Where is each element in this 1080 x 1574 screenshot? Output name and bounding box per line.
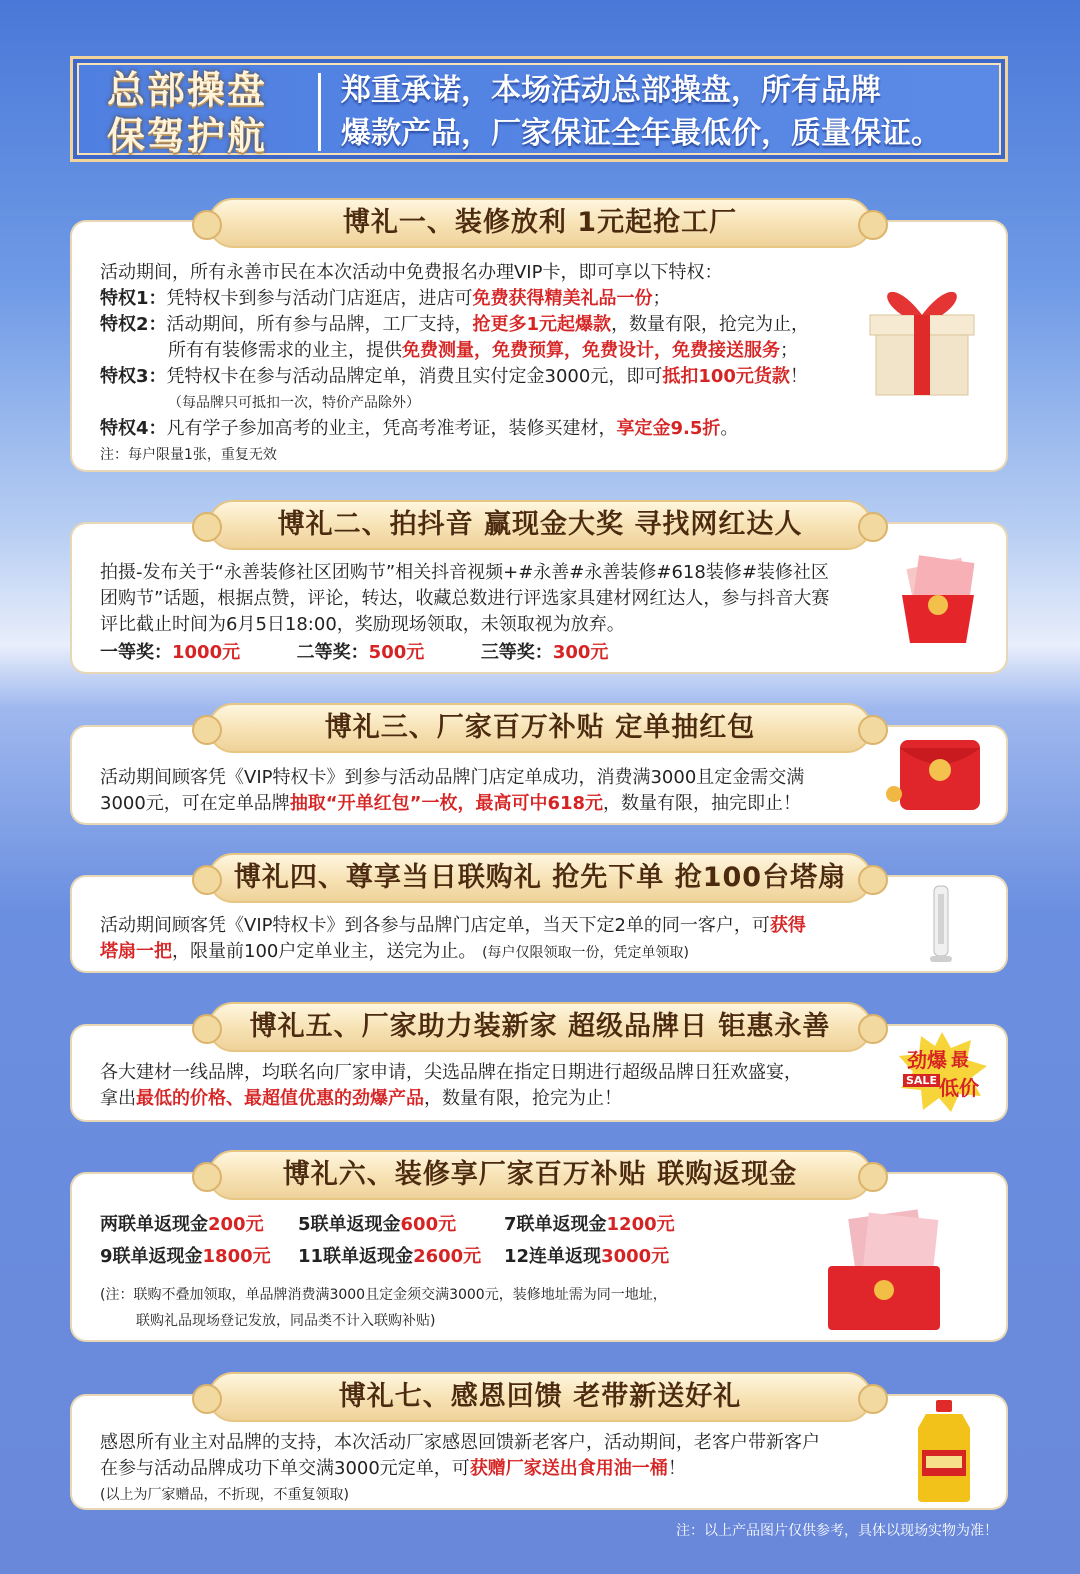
cashback-item [100, 1212, 264, 1238]
cashback-value: 1800元 [202, 1246, 271, 1267]
cashback-value: 2600元 [413, 1246, 482, 1267]
section5-highlight: 最低的价格、最超值优惠的劲爆产品 [136, 1088, 424, 1109]
privilege2-text: 活动期间，所有参与品牌，工厂支持， [166, 314, 473, 335]
section6-note2: 联购礼品现场登记发放，同品类不计入联购补贴) [136, 1313, 436, 1329]
cashback-item [504, 1244, 669, 1270]
section4-note: (每户仅限领取一份，凭定单领取) [482, 945, 690, 961]
section2-prizes [100, 640, 978, 666]
cashback-label: 两联单返现金 [100, 1214, 208, 1235]
section3-line2 [100, 791, 978, 817]
section2-line1: 拍摄-发布关于“永善装修社区团购节”相关抖音视频+#永善#永善装修#618装修#装修社区 [100, 562, 829, 583]
section7-line2-text: 在参与活动品牌成功下单交满3000元定单，可 [100, 1458, 470, 1479]
cashback-item [298, 1244, 481, 1270]
cash-red-envelope-icon [818, 1208, 950, 1336]
cashback-value: 200元 [208, 1214, 264, 1235]
section2-line3: 评比截止时间为6月5日18:00，奖励现场领取，未领取视为放弃。 [100, 614, 625, 635]
section3-line2-text: 3000元，可在定单品牌 [100, 793, 290, 814]
cashback-item [298, 1212, 456, 1238]
header-title-line2: 保驾护航 [107, 114, 268, 158]
sticker-sale: SALE [903, 1074, 940, 1087]
red-packet-money-icon [890, 555, 985, 647]
header-box [70, 56, 1008, 162]
cashback-item [504, 1212, 675, 1238]
section7-line2 [100, 1456, 978, 1482]
section1-privilege2-cont [100, 338, 978, 364]
section1-privilege4 [100, 416, 978, 442]
privilege2-text2: ，数量有限，抢完为止， [611, 314, 810, 335]
section3-line2-end: ，数量有限，抽完即止！ [603, 793, 802, 814]
privilege3-text: 凭特权卡在参与活动品牌定单，消费且实付定金3000元，即可 [166, 366, 663, 387]
cashback-value: 600元 [400, 1214, 457, 1235]
section4-highlight2: 塔扇一把 [100, 941, 172, 962]
section3-banner: 博礼三、厂家百万补贴 定单抽红包 [208, 703, 872, 753]
cashback-label: 9联单返现金 [100, 1246, 203, 1267]
cashback-label: 7联单返现金 [504, 1214, 607, 1235]
prize2-value: 500元 [368, 642, 425, 663]
prize3-label: 三等奖： [480, 642, 553, 663]
section4-line1-text: 活动期间顾客凭《VIP特权卡》到各参与品牌门店定单，当天下定2单的同一客户，可 [100, 915, 770, 936]
privilege2-end: ； [780, 340, 798, 361]
privilege3-end: ！ [789, 366, 808, 387]
privilege1-end: ； [652, 288, 671, 309]
privilege2-highlight2: 免费测量，免费预算，免费设计，免费接送服务 [402, 340, 780, 361]
header-title-line1: 总部操盘 [107, 68, 268, 112]
header-divider [318, 73, 321, 151]
section3-highlight: 抽取“开单红包”一枚，最高可中618元 [289, 793, 604, 814]
section5-line1: 各大建材一线品牌，均联名向厂家申请，尖选品牌在指定日期进行超级品牌日狂欢盛宴， [100, 1062, 802, 1083]
cashback-value: 1200元 [606, 1214, 675, 1235]
cashback-label: 5联单返现金 [298, 1214, 401, 1235]
section5-line2 [100, 1086, 978, 1112]
cashback-item [100, 1244, 271, 1270]
cashback-label: 12连单返现 [504, 1246, 602, 1267]
section1-banner: 博礼一、装修放利 1元起抢工厂 [208, 198, 872, 248]
header-promise [341, 69, 1001, 155]
section4-line2 [100, 939, 978, 966]
section2-line2: 团购节”话题，根据点赞，评论，转达，收藏总数进行评选家具建材网红达人，参与抖音大赛 [100, 588, 830, 609]
cashback-label: 11联单返现金 [298, 1246, 414, 1267]
privilege2-text3: 所有有装修需求的业主，提供 [168, 340, 402, 361]
section5-line2-end: ，数量有限，抢完为止！ [424, 1088, 622, 1109]
prize2-label: 二等奖： [296, 642, 369, 663]
section1-privilege1 [100, 286, 978, 312]
sale-sticker-icon [895, 1030, 990, 1115]
section4-line2-text: ，限量前100户定单业主，送完为止。 [172, 941, 477, 962]
sticker-text3: 低价 [939, 1076, 979, 1100]
red-envelope-icon [880, 730, 990, 820]
footer-note: 注：以上产品图片仅供参考，具体以现场实物为准！ [676, 1523, 998, 1539]
privilege1-text: 凭特权卡到参与活动门店逛店，进店可 [166, 288, 473, 309]
prize3-value: 300元 [552, 642, 609, 663]
prize1-label: 一等奖： [100, 642, 172, 663]
privilege4-highlight: 享定金9.5折 [616, 418, 721, 439]
section7-note: (以上为厂家赠品，不折现，不重复领取) [100, 1487, 349, 1503]
privilege4-end: 。 [720, 418, 739, 439]
section7-highlight: 获赠厂家送出食用油一桶 [469, 1458, 668, 1479]
header-promise-line2: 爆款产品，厂家保证全年最低价，质量保证。 [341, 116, 941, 151]
section3-line1: 活动期间顾客凭《VIP特权卡》到参与活动品牌门店定单成功，消费满3000且定金需交满 [100, 767, 805, 788]
privilege4-label: 特权4： [100, 418, 167, 439]
gift-box-icon [862, 275, 980, 400]
section1-privilege3-note: （每品牌只可抵扣一次，特价产品除外） [168, 395, 420, 411]
section1-privilege3 [100, 364, 978, 390]
section4-line1 [100, 913, 978, 939]
tower-fan-icon [926, 884, 956, 964]
privilege1-label: 特权1： [100, 288, 167, 309]
header-title [107, 67, 287, 159]
privilege3-highlight: 抵扣100元货款 [662, 366, 790, 387]
cooking-oil-icon [912, 1398, 976, 1504]
section5-line2-text: 拿出 [100, 1088, 136, 1109]
privilege2-label: 特权2： [100, 314, 167, 335]
section7-line2-end: ！ [667, 1458, 686, 1479]
section6-note1: (注：联购不叠加领取，单品牌消费满3000且定金须交满3000元，装修地址需为同一地址， [100, 1287, 667, 1303]
section1-privilege2 [100, 312, 978, 338]
header-promise-line1: 郑重承诺，本场活动总部操盘，所有品牌 [341, 73, 881, 108]
prize1-value: 1000元 [172, 642, 241, 663]
section1-note: 注：每户限量1张，重复无效 [100, 447, 277, 463]
privilege1-highlight: 免费获得精美礼品一份 [472, 288, 653, 309]
sticker-text1: 劲爆 [907, 1048, 947, 1072]
section7-line1: 感恩所有业主对品牌的支持，本次活动厂家感恩回馈新老客户，活动期间，老客户带新客户 [100, 1432, 820, 1453]
section1-intro: 活动期间，所有永善市民在本次活动中免费报名办理VIP卡，即可享以下特权： [100, 262, 723, 283]
privilege2-highlight: 抢更多1元起爆款 [472, 314, 612, 335]
section4-banner: 博礼四、尊享当日联购礼 抢先下单 抢100台塔扇 [208, 853, 872, 903]
privilege3-label: 特权3： [100, 366, 167, 387]
cashback-value: 3000元 [601, 1246, 670, 1267]
privilege4-text: 凡有学子参加高考的业主，凭高考准考证，装修买建材， [166, 418, 617, 439]
section4-highlight1: 获得 [769, 915, 806, 936]
section6-banner: 博礼六、装修享厂家百万补贴 联购返现金 [208, 1150, 872, 1200]
section7-banner: 博礼七、感恩回馈 老带新送好礼 [208, 1372, 872, 1422]
section2-banner: 博礼二、拍抖音 赢现金大奖 寻找网红达人 [208, 500, 872, 550]
section5-banner: 博礼五、厂家助力装新家 超级品牌日 钜惠永善 [208, 1002, 872, 1052]
sticker-text2: 最 [951, 1050, 969, 1071]
